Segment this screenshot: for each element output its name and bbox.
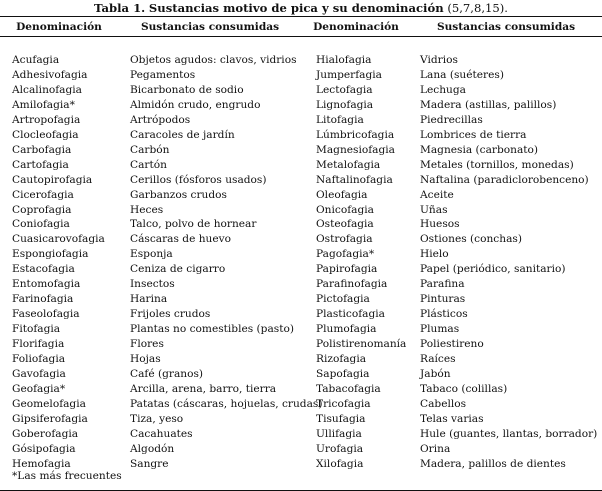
sustancia-cell: Aceite [420, 188, 454, 201]
sustancia-cell: Madera (astillas, palillos) [420, 98, 557, 111]
sustancia-cell: Tiza, yeso [130, 412, 184, 425]
denominacion-cell: Hialofagia [316, 54, 372, 66]
sustancia-cell: Tabaco (colillas) [420, 382, 508, 395]
sustancia-cell: Plásticos [420, 308, 468, 321]
table-row [0, 412, 602, 427]
sustancia-cell: Naftalina (paradiclorobenceno) [420, 173, 589, 186]
table-caption [0, 1, 602, 15]
sustancia-cell: Insectos [130, 278, 175, 291]
table-row [0, 188, 602, 203]
table-row [0, 307, 602, 322]
denominacion-cell: Artropofagia [12, 113, 81, 126]
table-row [0, 232, 602, 247]
denominacion-cell: Magnesiofagia [316, 143, 395, 156]
table-row [0, 277, 602, 292]
denominacion-cell: Farinofagia [12, 293, 74, 306]
denominacion-cell: Pagofagia* [316, 248, 375, 261]
sustancia-cell: Harina [130, 293, 168, 306]
table-row [0, 322, 602, 337]
sustancia-cell: Orina [420, 442, 451, 455]
table-row [0, 158, 602, 173]
denominacion-cell: Osteofagia [316, 218, 374, 231]
sustancia-cell: Talco, polvo de hornear [130, 218, 257, 231]
denominacion-cell: Litofagia [316, 113, 364, 126]
sustancia-cell: Cacahuates [130, 427, 193, 440]
table-row [0, 98, 602, 113]
denominacion-cell: Coniofagia [12, 218, 70, 231]
sustancia-cell: Arcilla, arena, barro, tierra [130, 382, 277, 395]
denominacion-cell: Gavofagia [12, 368, 66, 381]
denominacion-cell: Ullifagia [316, 427, 362, 440]
sustancia-cell: Carbón [130, 143, 170, 156]
denominacion-cell: Espongiofagia [12, 248, 89, 261]
sustancia-cell: Madera, palillos de dientes [420, 457, 566, 470]
sustancia-cell: Telas varias [420, 412, 484, 425]
sustancia-cell: Jabón [420, 368, 451, 381]
sustancia-cell: Cabellos [420, 397, 467, 410]
denominacion-cell: Alcalinofagia [12, 83, 82, 96]
sustancia-cell: Hojas [130, 353, 161, 366]
table-row [0, 113, 602, 128]
table-row [0, 68, 602, 83]
denominacion-cell: Onicofagia [316, 203, 374, 216]
table-row [0, 262, 602, 277]
denominacion-cell: Polistirenomanía [316, 338, 407, 351]
sustancia-cell: Heces [130, 203, 164, 216]
header-denominacion-1: Denominación [0, 17, 118, 37]
denominacion-cell: Papirofagia [316, 263, 378, 276]
sustancia-cell: Raíces [420, 353, 456, 366]
sustancia-cell: Pinturas [420, 293, 466, 306]
header-denominacion-2: Denominación [302, 17, 410, 37]
denominacion-cell: Coprofagia [12, 203, 72, 216]
sustancia-cell: Lombrices de tierra [420, 128, 527, 141]
sustancia-cell: Magnesia (carbonato) [420, 143, 539, 156]
denominacion-cell: Rizofagia [316, 353, 367, 366]
sustancia-cell: Ostiones (conchas) [420, 233, 522, 246]
denominacion-cell: Ostrofagia [316, 233, 373, 246]
sustancia-cell: Cerillos (fósforos usados) [130, 173, 267, 186]
denominacion-cell: Geomelofagia [12, 397, 86, 410]
denominacion-cell: Urofagia [316, 442, 364, 455]
denominacion-cell: Lúmbricofagia [316, 128, 395, 141]
footnote: *Las más frecuentes [12, 470, 122, 482]
denominacion-cell: Carbofagia [12, 143, 72, 156]
denominacion-cell: Cartofagia [12, 158, 69, 171]
sustancia-cell: Sangre [130, 457, 169, 470]
denominacion-cell: Metalofagia [316, 158, 381, 171]
denominacion-cell: Lectofagia [316, 83, 373, 96]
table-row [0, 128, 602, 143]
denominacion-cell: Faseolofagia [12, 308, 80, 321]
header-sustancias-1: Sustancias consumidas [118, 17, 302, 37]
denominacion-cell: Clocleofagia [12, 128, 79, 141]
denominacion-cell: Florifagia [12, 338, 65, 351]
denominacion-cell: Oleofagia [316, 188, 368, 201]
sustancia-cell: Esponja [130, 248, 173, 261]
sustancia-cell: Lechuga [420, 83, 466, 96]
sustancia-cell: Poliestireno [420, 338, 484, 351]
table-row [0, 382, 602, 397]
table-header-row [0, 17, 602, 37]
sustancia-cell: Ceniza de cigarro [130, 263, 226, 276]
denominacion-cell: Naftalinofagia [316, 173, 393, 186]
table-row [0, 397, 602, 412]
table-row [0, 247, 602, 262]
denominacion-cell: Pictofagia [316, 293, 370, 306]
sustancia-cell: Almidón crudo, engrudo [130, 98, 261, 111]
denominacion-cell: Lignofagia [316, 98, 374, 111]
table-row [0, 292, 602, 307]
table-row [0, 337, 602, 352]
sustancia-cell: Piedrecillas [420, 113, 483, 126]
denominacion-cell: Cuasicarovofagia [12, 233, 105, 246]
caption-title: Sustancias motivo de pica y su denominación [148, 1, 444, 15]
table-row [0, 143, 602, 158]
caption-label: Tabla 1. [94, 1, 146, 15]
sustancia-cell: Plantas no comestibles (pasto) [130, 323, 294, 336]
denominacion-cell: Tabacofagia [316, 382, 381, 395]
table-body [0, 37, 602, 491]
table-row [0, 217, 602, 232]
table-row [0, 173, 602, 188]
denominacion-cell: Cautopirofagia [12, 173, 93, 186]
denominacion-cell: Entomofagia [12, 278, 81, 291]
sustancia-cell: Cáscaras de huevo [130, 233, 231, 246]
sustancia-cell: Garbanzos crudos [130, 188, 227, 201]
denominacion-cell: Tricofagia [316, 397, 371, 410]
sustancia-cell: Hule (guantes, llantas, borrador) [420, 427, 598, 440]
denominacion-cell: Amilofagia* [12, 98, 75, 111]
sustancia-cell: Plumas [420, 323, 460, 336]
denominacion-cell: Tisufagia [316, 412, 366, 425]
sustancia-cell: Huesos [420, 218, 460, 231]
sustancia-cell: Café (granos) [130, 368, 204, 381]
denominacion-cell: Parafinofagia [316, 278, 388, 291]
sustancia-cell: Cartón [130, 158, 167, 171]
sustancia-cell: Algodón [130, 442, 175, 455]
denominacion-cell: Plasticofagia [316, 308, 385, 321]
sustancia-cell: Metales (tornillos, monedas) [420, 158, 574, 171]
sustancia-cell: Vidrios [420, 54, 458, 66]
table-row [0, 203, 602, 218]
denominacion-cell: Estacofagia [12, 263, 75, 276]
sustancia-cell: Uñas [420, 203, 448, 216]
table-row [0, 427, 602, 442]
denominacion-cell: Hemofagia [12, 457, 71, 470]
header-spacer [0, 37, 602, 54]
denominacion-cell: Xilofagia [316, 457, 364, 470]
sustancia-cell: Patatas (cáscaras, hojuelas, crudas) [130, 397, 323, 410]
denominacion-cell: Acufagia [12, 54, 60, 66]
denominacion-cell: Fitofagia [12, 323, 61, 336]
sustancia-cell: Lana (suéteres) [420, 68, 504, 81]
table-row [0, 83, 602, 98]
table-row [0, 352, 602, 367]
table-row [0, 442, 602, 457]
caption-references: (5,7,8,15). [447, 1, 508, 15]
sustancia-cell: Flores [130, 338, 164, 351]
denominacion-cell: Goberofagia [12, 427, 79, 440]
header-sustancias-2: Sustancias consumidas [410, 17, 602, 37]
sustancia-cell: Artrópodos [130, 113, 191, 126]
denominacion-cell: Geofagia* [12, 382, 66, 395]
denominacion-cell: Gósipofagia [12, 442, 76, 455]
denominacion-cell: Sapofagia [316, 368, 370, 381]
sustancia-cell: Caracoles de jardín [130, 128, 235, 141]
denominacion-cell: Jumperfagia [316, 68, 382, 81]
sustancia-cell: Pegamentos [130, 68, 196, 81]
denominacion-cell: Adhesivofagia [12, 68, 88, 81]
denominacion-cell: Plumofagia [316, 323, 377, 336]
denominacion-cell: Gipsiferofagia [12, 412, 88, 425]
sustancia-cell: Objetos agudos: clavos, vidrios [130, 54, 297, 66]
sustancia-cell: Parafina [420, 278, 465, 291]
sustancia-cell: Hielo [420, 248, 449, 261]
sustancia-cell: Frijoles crudos [130, 308, 211, 321]
sustancia-cell: Bicarbonato de sodio [130, 83, 244, 96]
table-row [0, 53, 602, 68]
denominacion-cell: Cicerofagia [12, 188, 74, 201]
pica-substances-table [0, 16, 602, 491]
denominacion-cell: Foliofagia [12, 353, 66, 366]
table-row [0, 367, 602, 382]
sustancia-cell: Papel (periódico, sanitario) [420, 263, 566, 276]
